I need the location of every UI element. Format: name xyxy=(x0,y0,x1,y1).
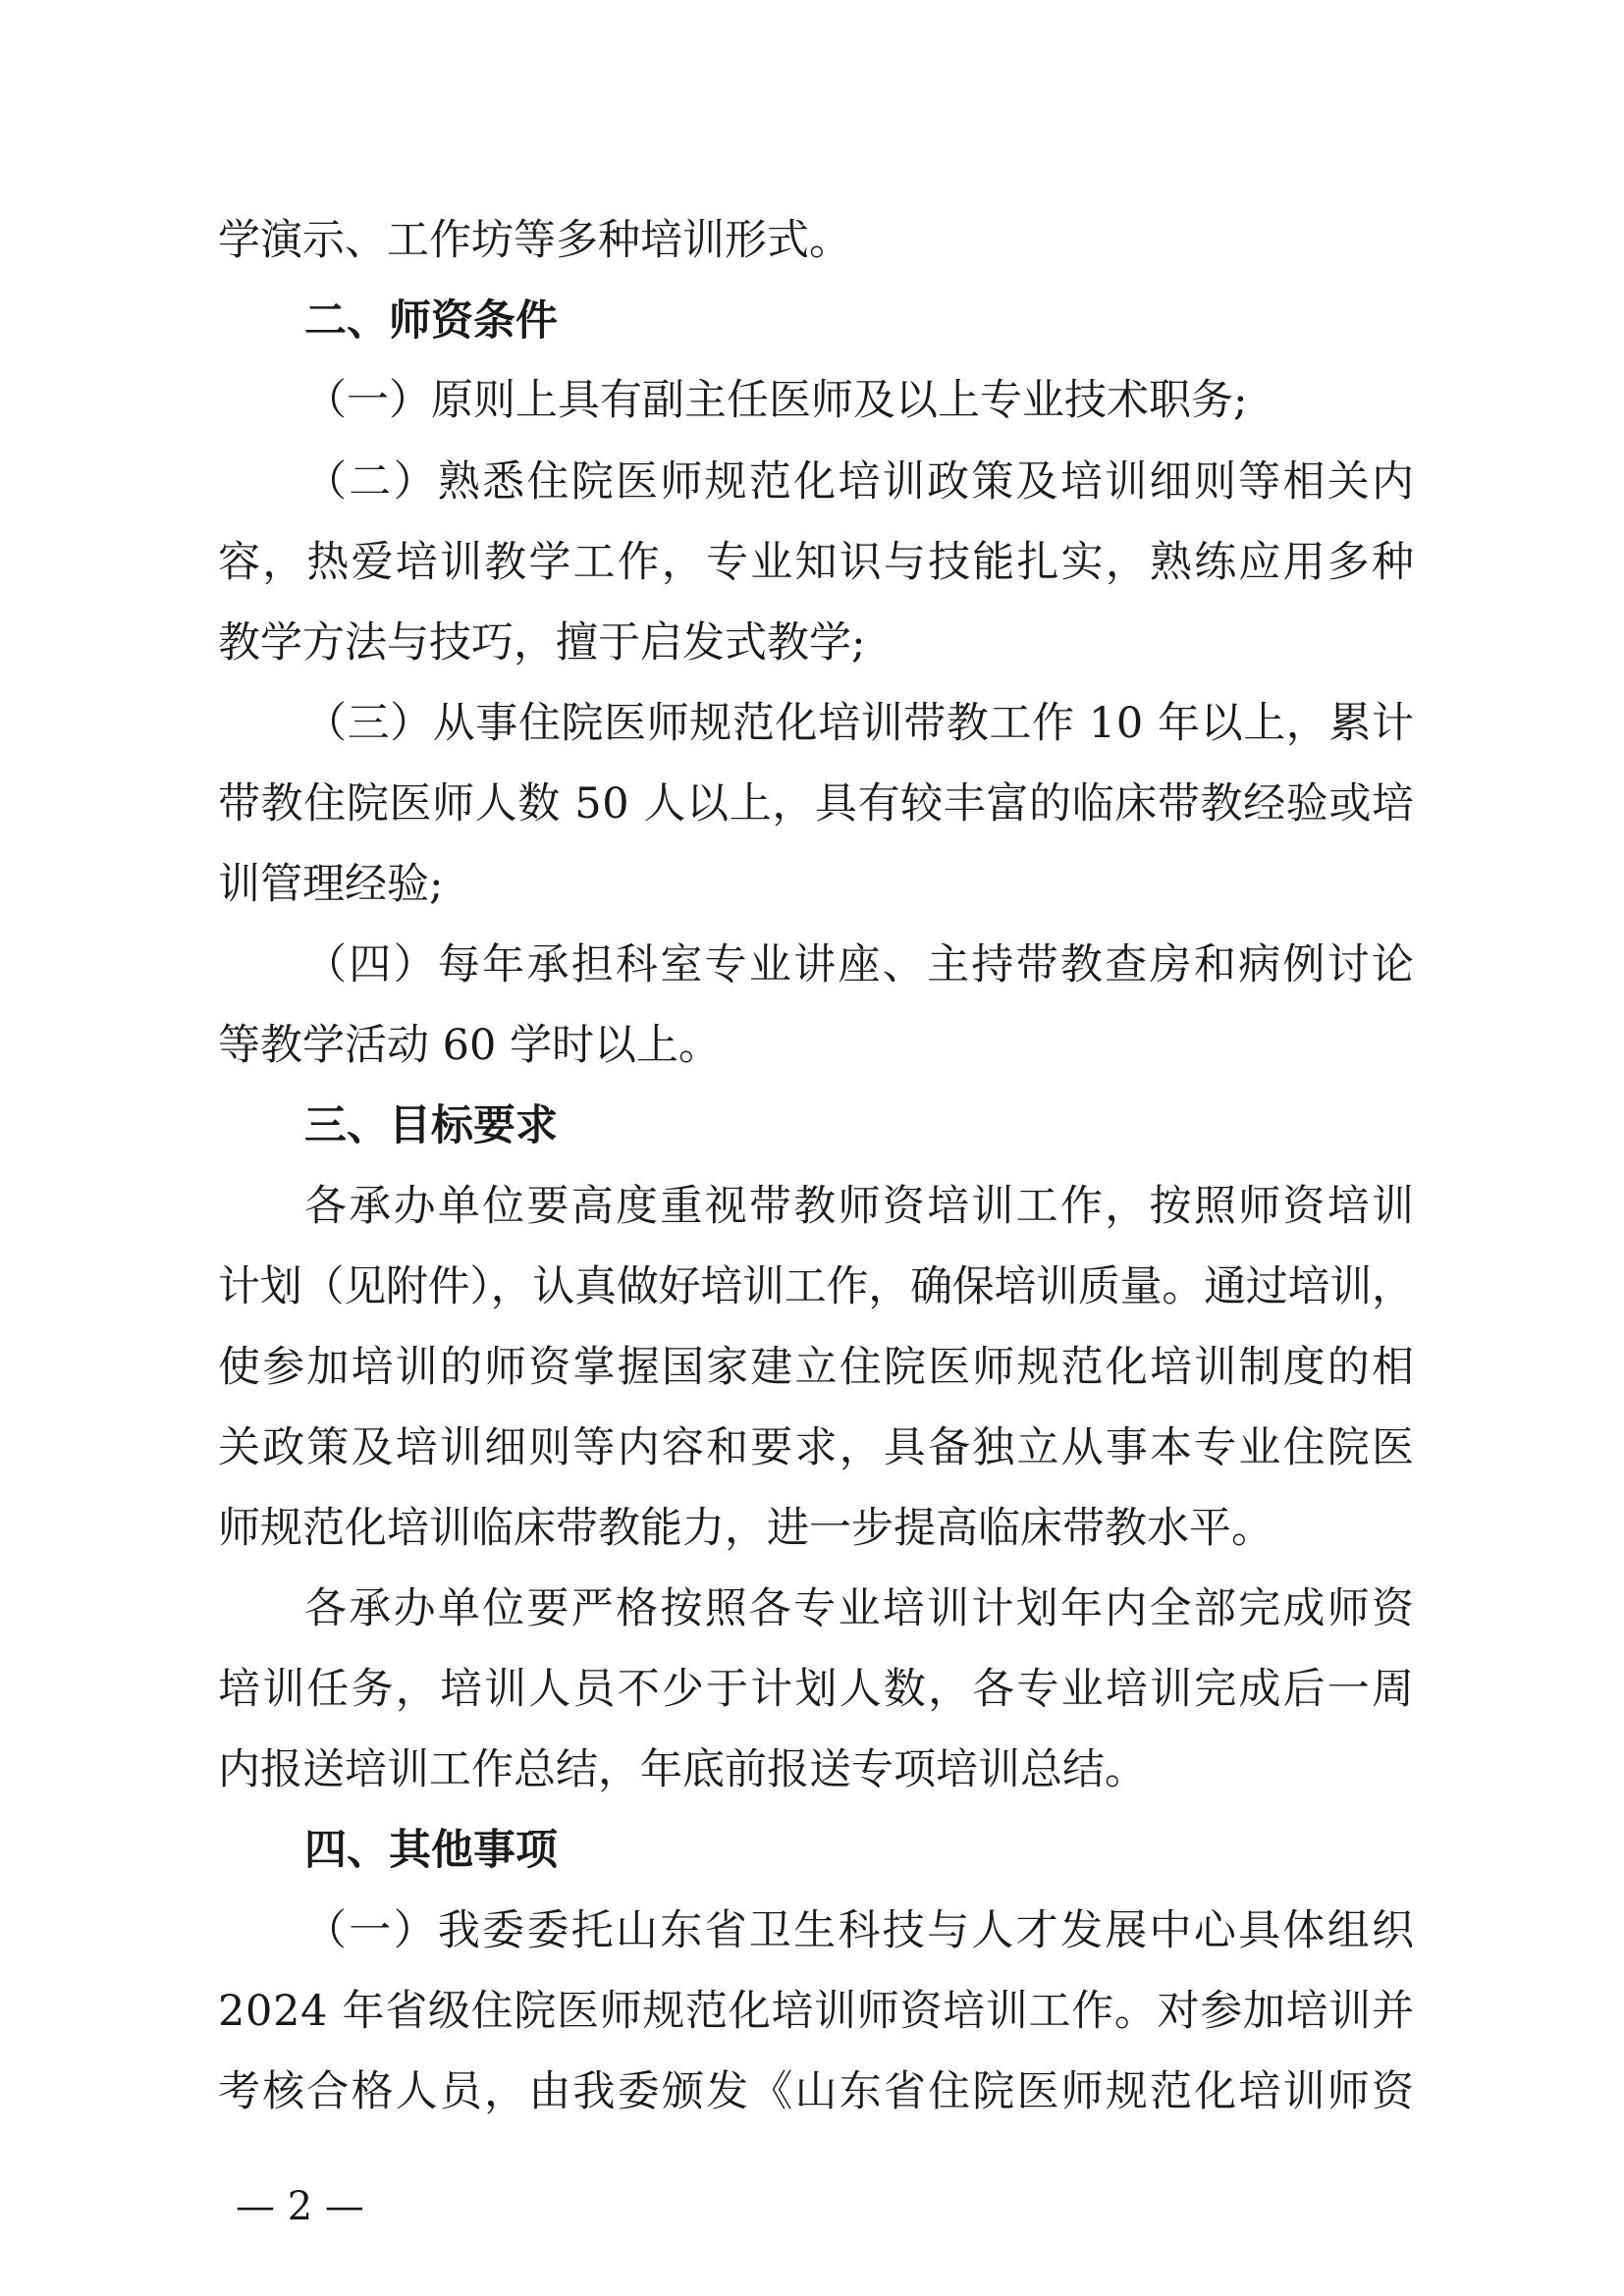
body-line: 2024 年省级住院医师规范化培训师资培训工作。对参加培训并 xyxy=(218,1987,1415,2036)
body-line: （一）原则上具有副主任医师及以上专业技术职务; xyxy=(304,376,1248,425)
section-heading: 三、目标要求 xyxy=(304,1101,558,1150)
body-line: 训管理经验; xyxy=(218,860,444,909)
body-line: 带教住院医师人数 50 人以上，具有较丰富的临床带教经验或培 xyxy=(218,779,1415,828)
body-line: 各承办单位要高度重视带教师资培训工作，按照师资培训 xyxy=(304,1182,1417,1231)
body-line: 计划（见附件），认真做好培训工作，确保培训质量。通过培训， xyxy=(218,1262,1414,1311)
body-line: （四）每年承担科室专业讲座、主持带教查房和病例讨论 xyxy=(304,940,1417,989)
body-line: 容，热爱培训教学工作，专业知识与技能扎实，熟练应用多种 xyxy=(218,538,1417,587)
body-line: （二）熟悉住院医师规范化培训政策及培训细则等相关内 xyxy=(304,457,1417,507)
section-heading: 二、师资条件 xyxy=(304,296,558,346)
body-line: （三）从事住院医师规范化培训带教工作 10 年以上，累计 xyxy=(304,699,1415,748)
body-line: 培训任务，培训人员不少于计划人数，各专业培训完成后一周 xyxy=(218,1665,1417,1714)
body-line: 各承办单位要严格按照各专业培训计划年内全部完成师资 xyxy=(304,1584,1417,1633)
body-line: 考核合格人员，由我委颁发《山东省住院医师规范化培训师资 xyxy=(218,2067,1417,2116)
body-line: 学演示、工作坊等多种培训形式。 xyxy=(218,216,851,265)
body-line: 内报送培训工作总结，年底前报送专项培训总结。 xyxy=(218,1745,1147,1794)
body-line: （一）我委委托山东省卫生科技与人才发展中心具体组织 xyxy=(304,1906,1417,1955)
section-heading: 四、其他事项 xyxy=(304,1826,558,1875)
body-line: 关政策及培训细则等内容和要求，具备独立从事本专业住院医 xyxy=(218,1423,1417,1472)
body-line: 师规范化培训临床带教能力，进一步提高临床带教水平。 xyxy=(218,1504,1273,1553)
body-line: 使参加培训的师资掌握国家建立住院医师规范化培训制度的相 xyxy=(218,1343,1417,1392)
body-line: 等教学活动 60 学时以上。 xyxy=(218,1021,722,1070)
page-number: — 2 — xyxy=(236,2184,364,2229)
body-line: 教学方法与技巧，擅于启发式教学; xyxy=(218,618,866,667)
